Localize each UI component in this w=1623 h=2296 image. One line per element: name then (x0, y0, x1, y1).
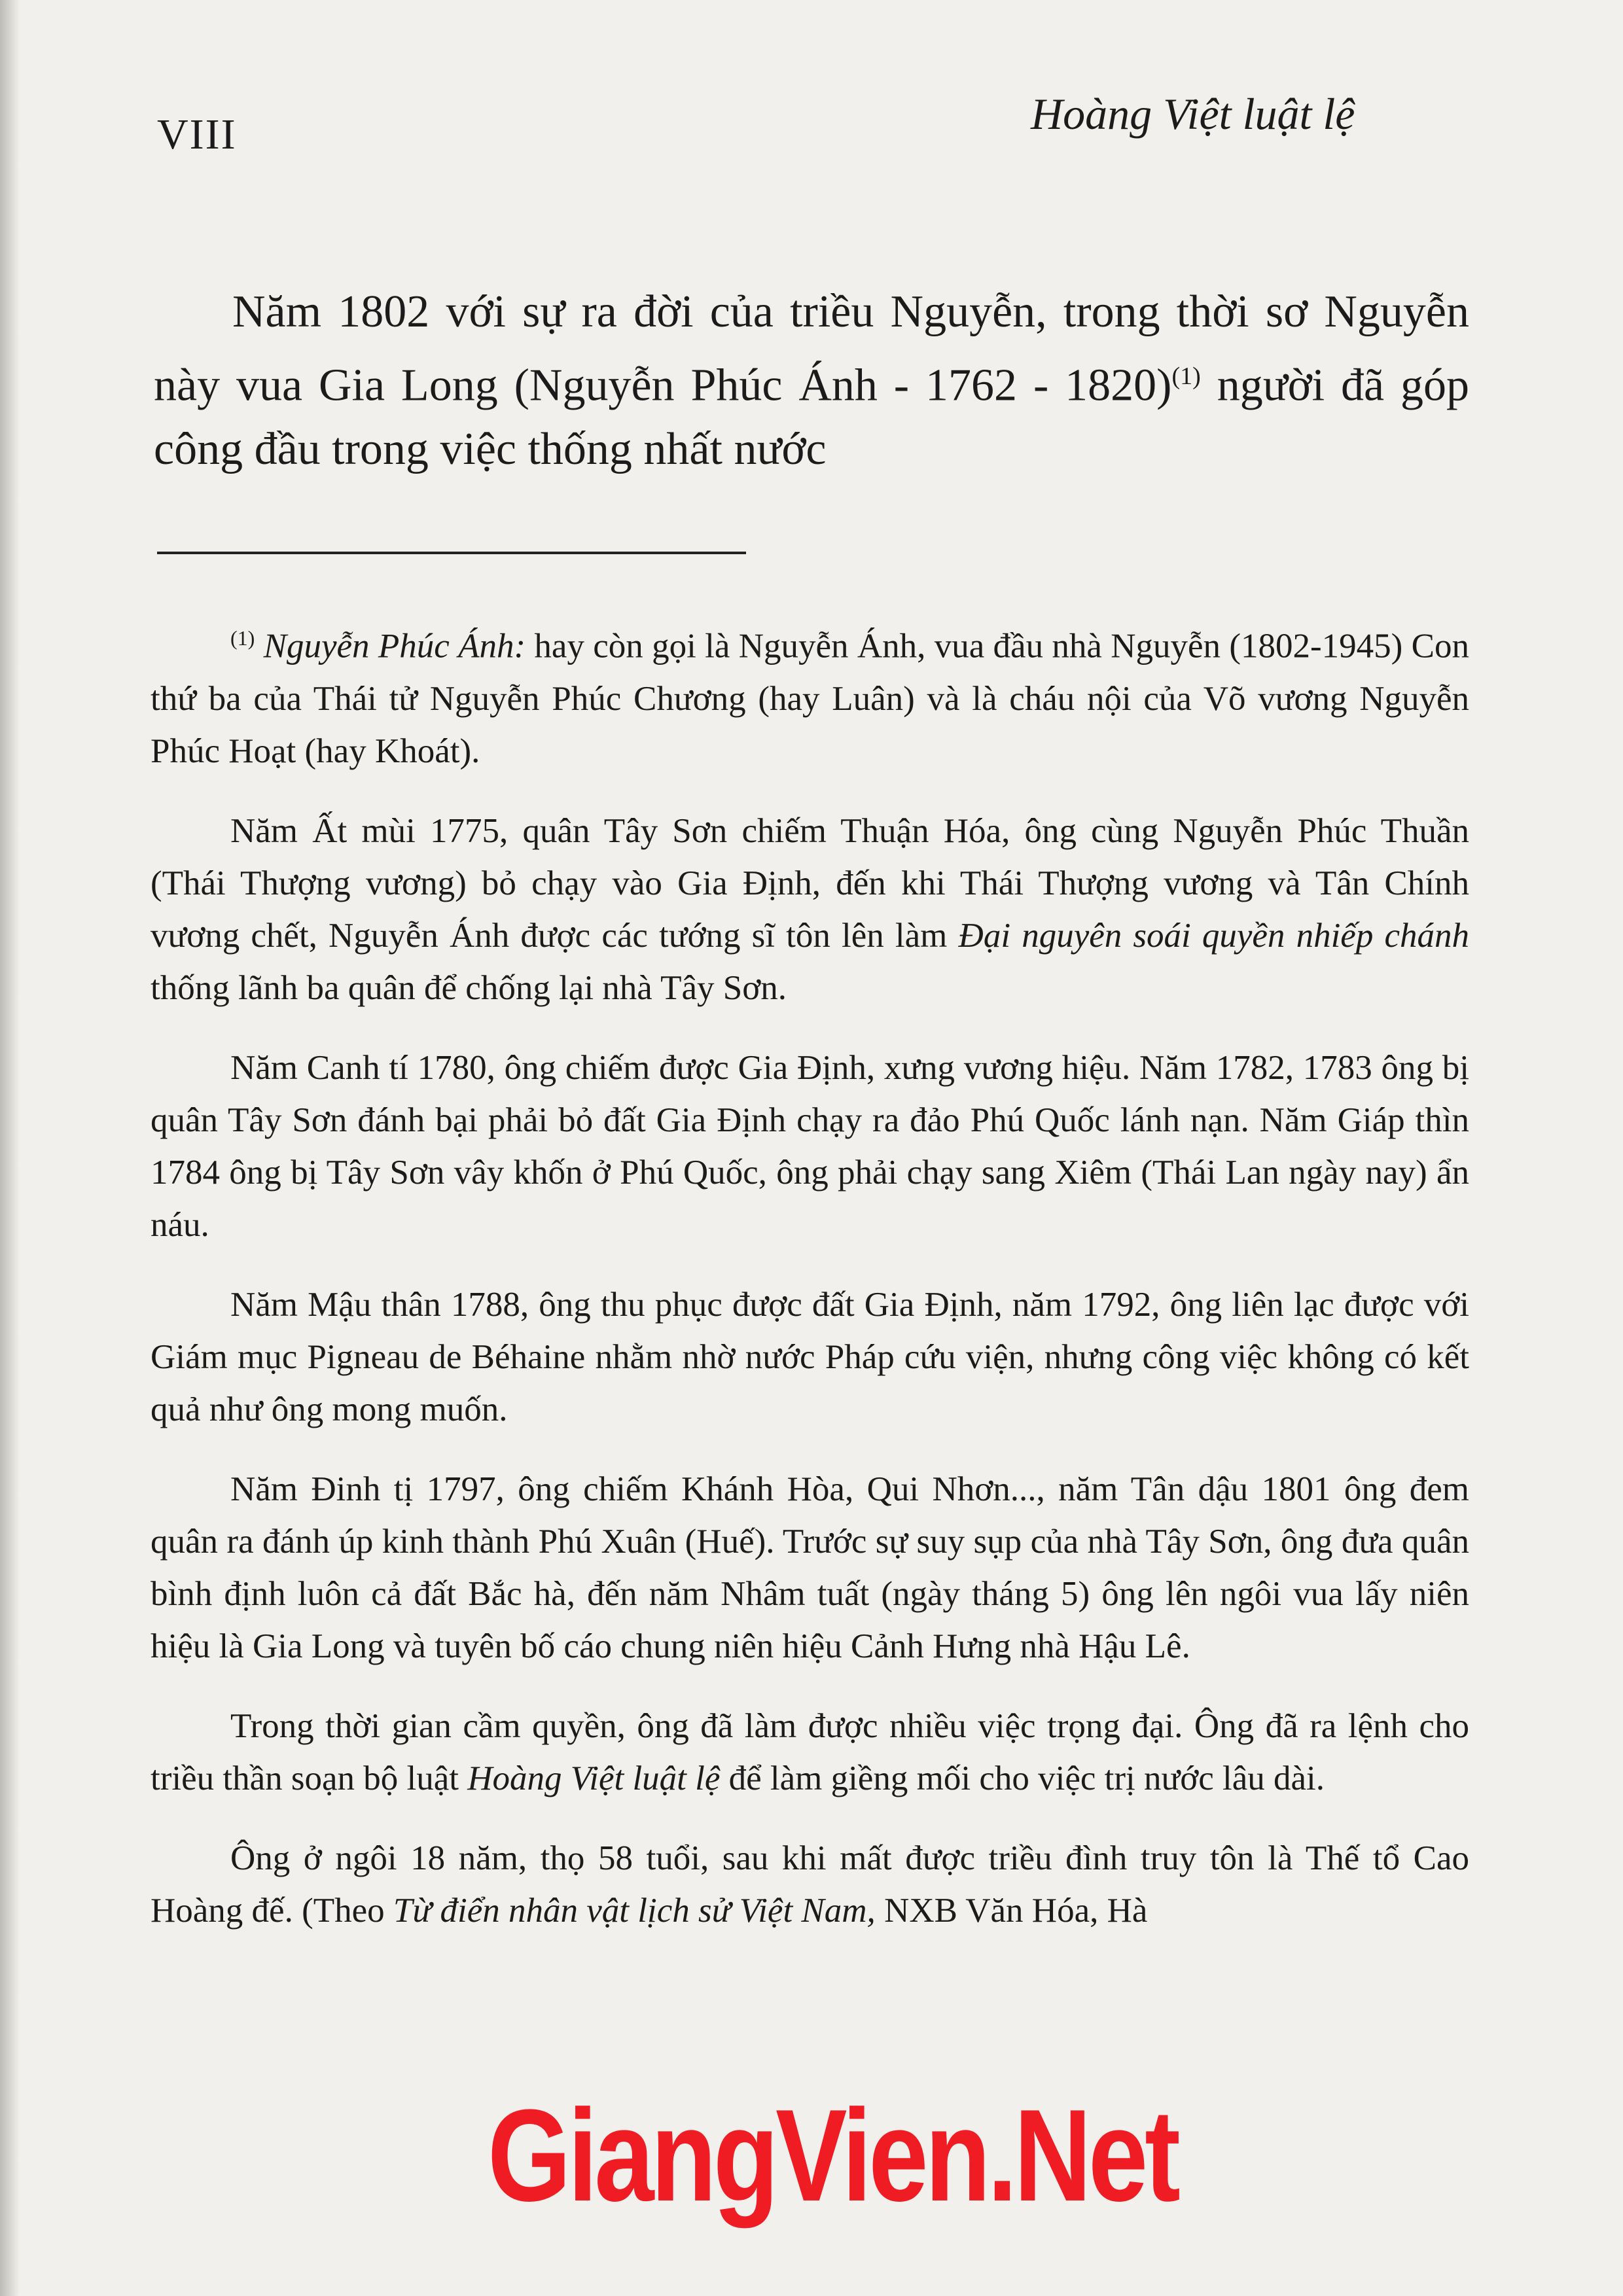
footnote-paragraph-1 (151, 612, 1469, 777)
main-paragraph (154, 280, 1469, 482)
footnote-paragraph-2-text: Năm Ất mùi 1775, quân Tây Sơn chiếm Thuận Hóa, ông cùng Nguyễn Phúc Thuần (Thái Thượng vương) bỏ chạy vào Gia Định, đến khi Thái Thượng vương và Tân Chính vương chết, Nguyễn Ánh được các tướng sĩ tôn lên làm (151, 811, 1469, 955)
footnote-paragraph-7 (151, 1832, 1469, 1937)
footnote-paragraph-4: Năm Mậu thân 1788, ông thu phục được đất Gia Định, năm 1792, ông liên lạc được với Giám mục Pigneau de Béhaine nhằm nhờ nước Pháp cứu viện, nhưng công việc không có kết quả như ông mong muốn. (151, 1285, 1469, 1428)
page-number: VIII (157, 111, 237, 158)
footnote-paragraph-2-tail: thống lãnh ba quân để chống lại nhà Tây Sơn. (151, 968, 787, 1007)
footnote-paragraph-1-text: hay còn gọi là Nguyễn Ánh, vua đầu nhà Nguyễn (1802-1945) Con thứ ba của Thái tử Nguyễn Phúc Chương (hay Luân) và là cháu nội của Võ vương Nguyễn Phúc Hoạt (hay Khoát). (151, 627, 1469, 770)
footnote-paragraph-7-italic: Từ điển nhân vật lịch sử Việt Nam, (393, 1891, 876, 1930)
main-paragraph-tail: người đã góp công đầu trong việc thống nhất nước (154, 360, 1469, 475)
footnote-paragraph-6-text: Trong thời gian cầm quyền, ông đã làm được nhiều việc trọng đại. Ông đã ra lệnh cho triều thần soạn bộ luật (151, 1706, 1469, 1797)
footnote-paragraph-7-obscured: Hoàng đế. (Theo (151, 1891, 393, 1930)
footnote-block (151, 612, 1469, 1937)
footnote-paragraph-6 (151, 1700, 1469, 1805)
footnote-separator (157, 552, 746, 554)
footnote-paragraph-6-italic: Hoàng Việt luật lệ (467, 1759, 721, 1797)
footnote-paragraph-5: Năm Đinh tị 1797, ông chiếm Khánh Hòa, Qui Nhơn..., năm Tân dậu 1801 ông đem quân ra đánh úp kinh thành Phú Xuân (Huế). Trước sự suy sụp của nhà Tây Sơn, ông đưa quân bình định luôn cả đất Bắc hà, đến năm Nhâm tuất (ngày tháng 5) ông lên ngôi vua lấy niên hiệu là Gia Long và tuyên bố cáo chung niên hiệu Cảnh Hưng nhà Hậu Lê. (151, 1470, 1469, 1665)
footnote-marker: (1) (230, 626, 255, 650)
page-edge-shadow (0, 0, 20, 2296)
footnote-subject: Nguyễn Phúc Ánh: (255, 627, 526, 665)
footnote-paragraph-2-italic: Đại nguyên soái quyền nhiếp chánh (958, 916, 1469, 955)
running-title: Hoàng Việt luật lệ (1031, 89, 1355, 139)
footnote-paragraph-3: Năm Canh tí 1780, ông chiếm được Gia Định, xưng vương hiệu. Năm 1782, 1783 ông bị quân Tây Sơn đánh bại phải bỏ đất Gia Định chạy ra đảo Phú Quốc lánh nạn. Năm Giáp thìn 1784 ông bị Tây Sơn vây khốn ở Phú Quốc, ông phải chạy sang Xiêm (Thái Lan ngày nay) ẩn náu. (151, 1048, 1469, 1244)
main-paragraph-text: Năm 1802 với sự ra đời của triều Nguyễn, trong thời sơ Nguyễn này vua Gia Long (Nguyễn Phúc Ánh - 1762 - 1820) (154, 287, 1469, 411)
footnote-reference: (1) (1171, 362, 1201, 390)
footnote-paragraph-7-tail: NXB Văn Hóa, Hà (875, 1891, 1148, 1930)
watermark-logo: GiangVien.Net (488, 2083, 1177, 2229)
footnote-paragraph-6-tail: để làm giềng mối cho việc trị nước lâu dài. (720, 1759, 1325, 1797)
footnote-paragraph-7-text: Ông ở ngôi 18 năm, thọ 58 tuổi, sau khi mất được triều đình truy tôn là Thế tổ Cao (230, 1839, 1469, 1877)
footnote-paragraph-2 (151, 805, 1469, 1014)
